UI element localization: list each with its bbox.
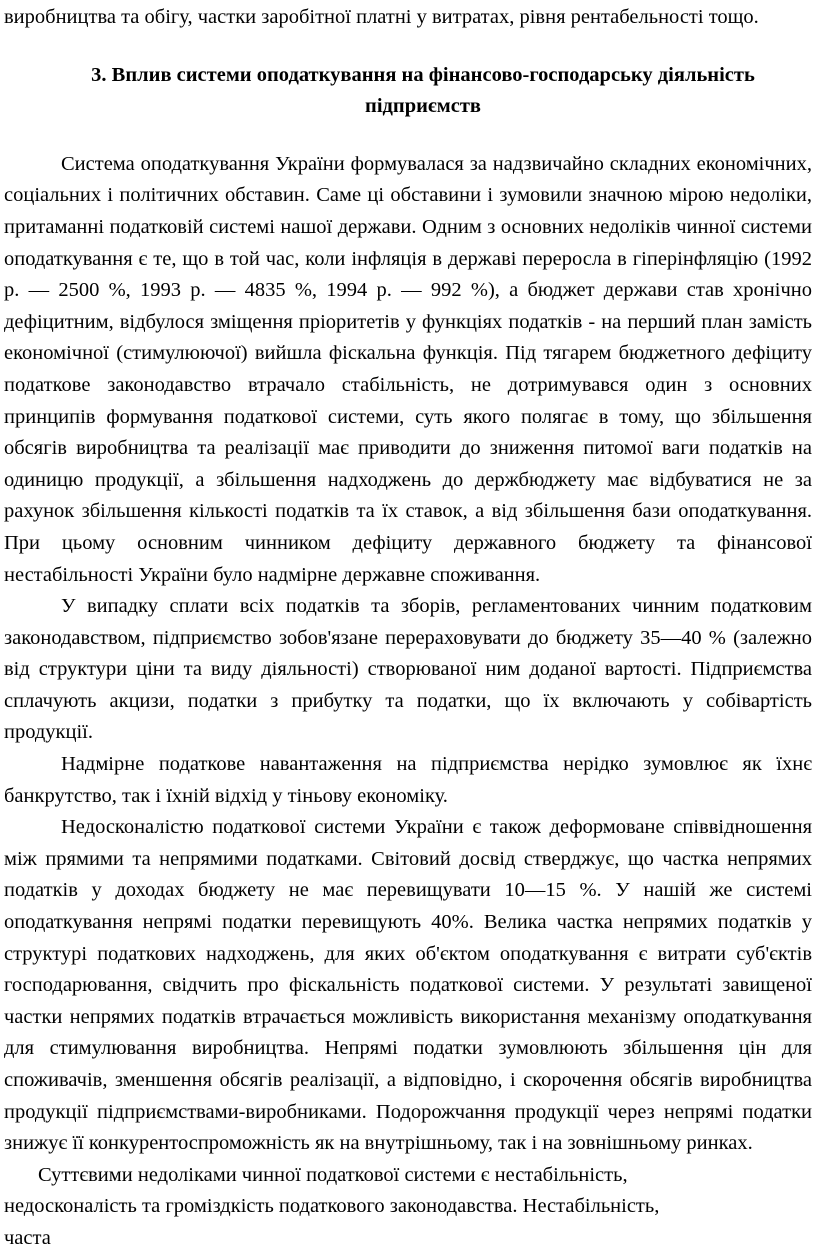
paragraph-tax-system-formation: Система оподаткування України формувалася за надзвичайно складних економічних, соціальних і політичних обставин. Саме ці обставини і зумовили значною мірою недоліки, притаманні податковій системі нашої держави. Одним з основних недоліків чинної системи оподаткування є те, що в той час, коли інфляція в державі переросла в гіперінфляцію (1992 р. — 2500 %, 1993 р. — 4835 %, 1994 р. — 992 %), а бюджет держави став хронічно дефіцитним, відбулося зміщення пріоритетів у функціях податків - на перший план замість економічної (стимулюючої) вийшла фіскальна функція. Під тягарем бюджетного дефіциту податкове законодавство втрачало стабільність, не дотримувався один з основних принципів формування податкової системи, суть якого полягає в тому, що збільшення обсягів виробництва та реалізації має приводити до зниження питомої ваги податків на одиницю продукції, а збільшення надходжень до держбюджету має відбуватися не за рахунок збільшення кількості податків та їх ставок, а від збільшення бази оподаткування. При цьому основним чинником дефіциту державного бюджету та фінансової нестабільності України було надмірне державне споживання. <box>4 152 812 586</box>
closing-line: недосконалість та громіздкість податкового законодавства. Нестабільність, <box>4 1195 660 1218</box>
section-heading: 3. Вплив системи оподаткування на фінансово-господарську діяльність підприємств <box>91 63 755 118</box>
closing-line: часта <box>4 1226 51 1249</box>
continuation-paragraph: виробництва та обігу, частки заробітної платні у витратах, рівня рентабельності тощо. <box>4 6 759 28</box>
paragraph-indirect-taxes: Недосконалістю податкової системи України є також деформоване співвідношення між прямими та непрямими податками. Світовий досвід стверджує, що частка непрямих податків у доходах бюджету не має перевищувати 10—15 %. У нашій же системі оподаткування непрямі податки перевищують 40%. Велика частка непрямих податків у структурі податкових надходжень, для яких об'єктом оподаткування є витрати суб'єктів господарювання, свідчить про фіскальність податкової системи. У результаті завищеної частки непрямих податків втрачається можливість використання механізму оподаткування для стимулювання виробництва. Непрямі податки зумовлюють збільшення цін для споживачів, зменшення обсягів реалізації, а відповідно, і скорочення обсягів виробництва продукції підприємствами-виробниками. Подорожчання продукції через непрямі податки знижує її конкурентоспроможність як на внутрішньому, так і на зовнішньому ринках. <box>4 816 812 1155</box>
closing-lines <box>4 1160 812 1255</box>
paragraph-tax-payment: У випадку сплати всіх податків та зборів, регламентованих чинним податковим законодавством, підприємство зобов'язане перераховувати до бюджету 35—40 % (залежно від структури ціни та виду діяльності) створюваної ним доданої вартості. Підприємства сплачують акцизи, податки з прибутку та податки, що їх включають у собівартість продукції. <box>4 595 812 744</box>
paragraph-tax-burden: Надмірне податкове навантаження на підприємства нерідко зумовлює як їхнє банкрутство, так і їхній відхід у тіньову економіку. <box>4 753 812 807</box>
closing-line: Суттєвими недоліками чинної податкової системи є нестабільність, <box>38 1163 628 1186</box>
